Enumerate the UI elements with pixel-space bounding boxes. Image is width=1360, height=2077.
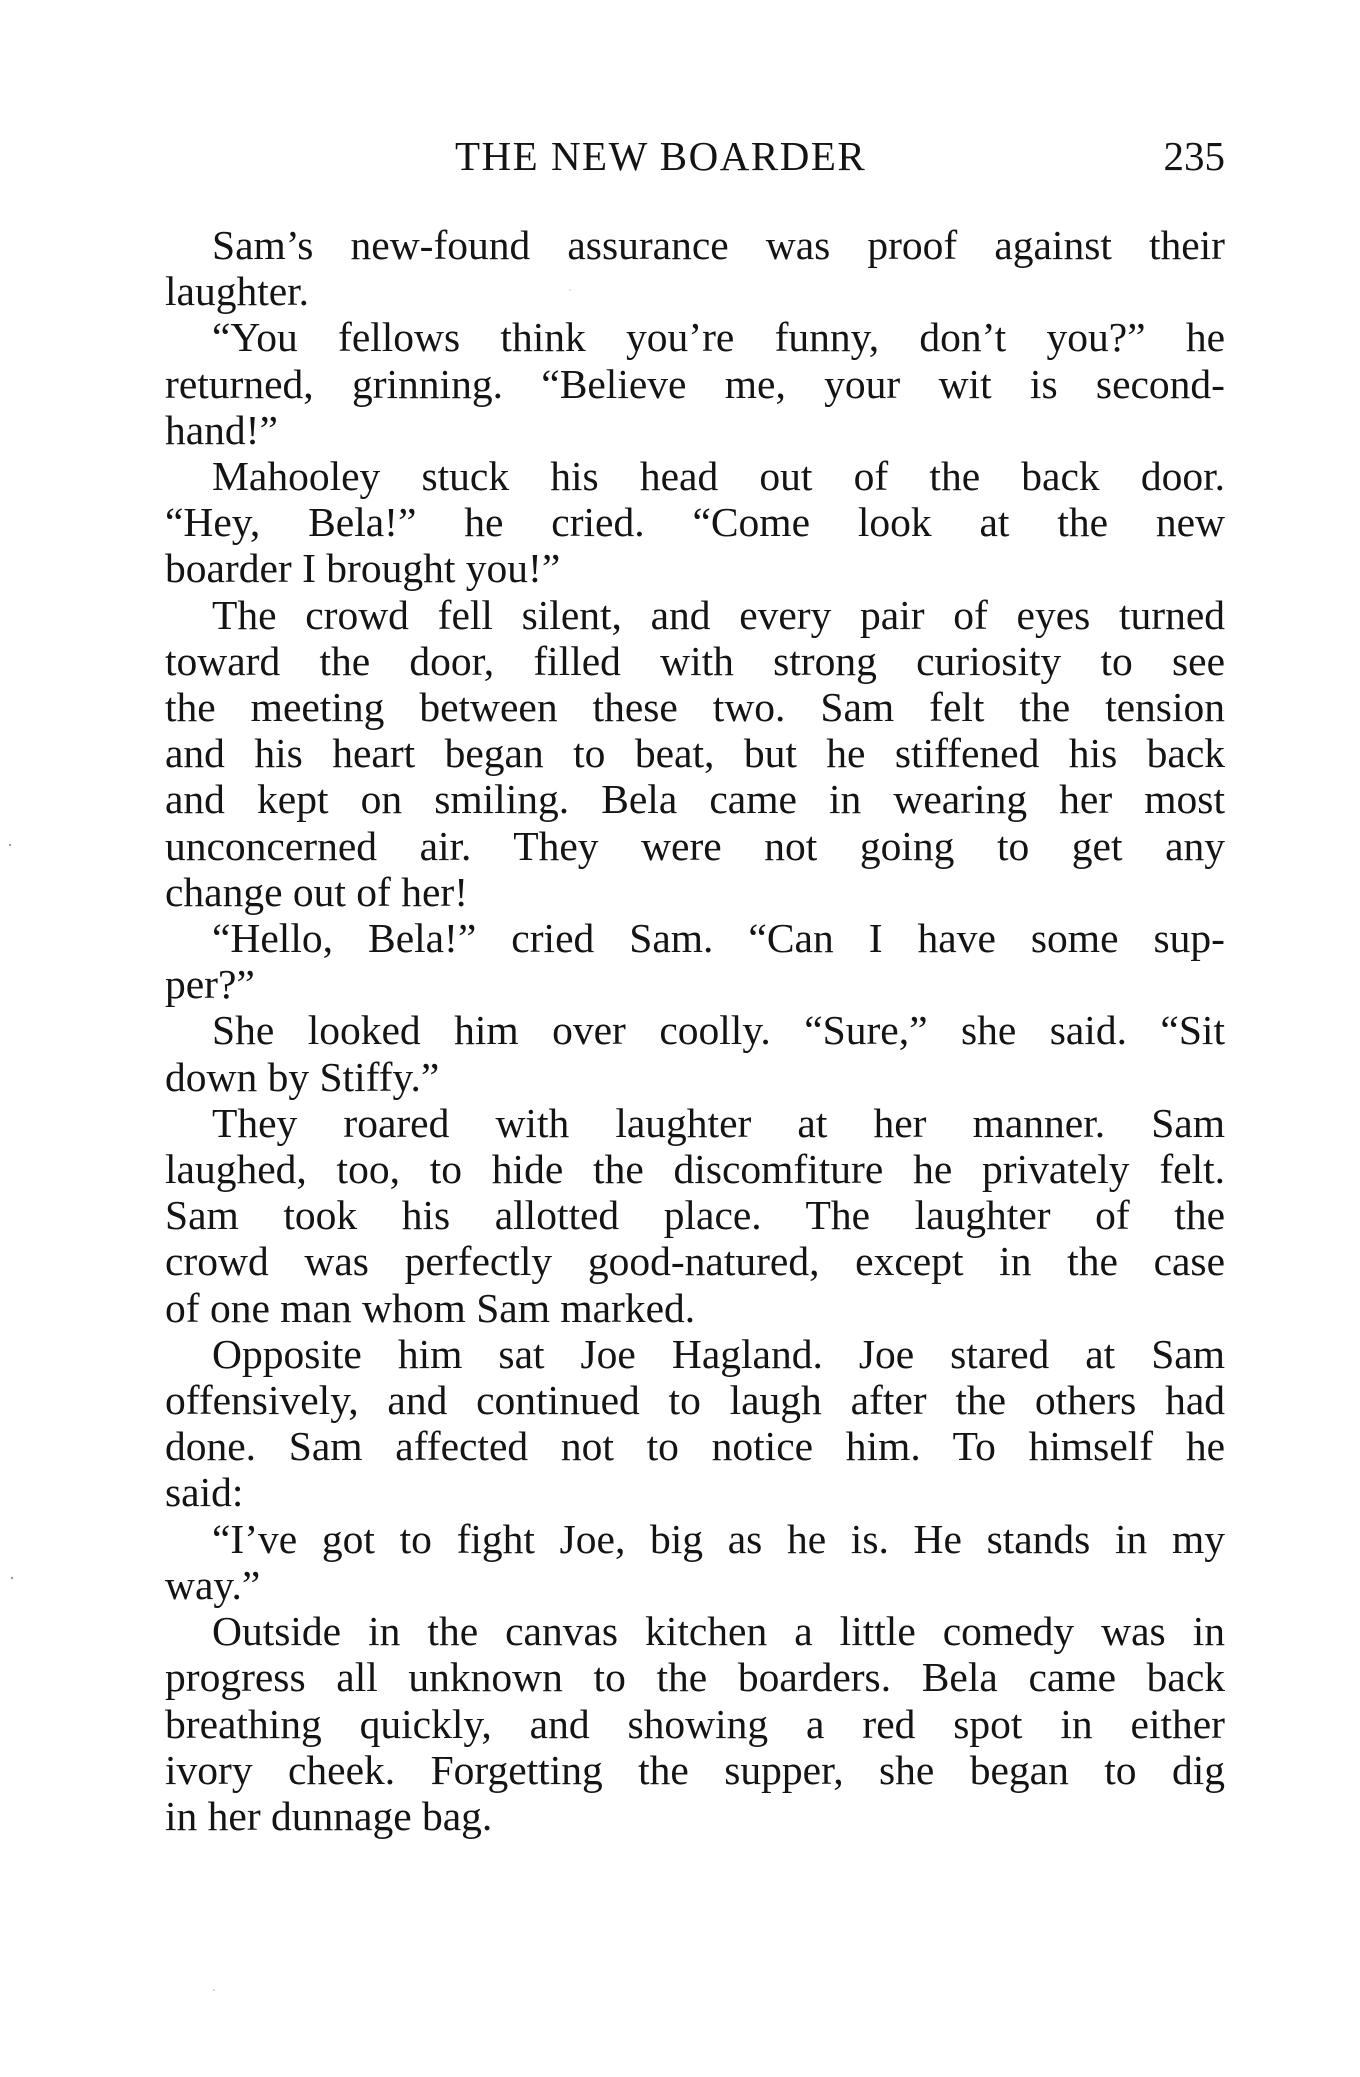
text-line: laughter. [165,268,310,315]
page-number: 235 [1163,133,1225,179]
scan-speck [9,844,11,846]
text-line: Sam’s new-found assurance was proof against their [212,222,1225,268]
text-line: Opposite him sat Joe Hagland. Joe stared at Sam [212,1330,1225,1377]
text-line: and kept on smiling. Bela came in wearing her most [165,776,1225,823]
paragraph [165,915,1225,1007]
page-header [165,128,1225,184]
text-line: per?” [165,961,255,1008]
text-line: Outside in the canvas kitchen a little comedy was in [212,1608,1225,1655]
text-line: laughed, too, to hide the discomfiture he privately felt. [165,1146,1225,1193]
text-line: The crowd fell silent, and every pair of eyes turned [212,591,1225,638]
text-line: She looked him over coolly. “Sure,” she said. “Sit [212,1007,1225,1054]
text-line: “I’ve got to fight Joe, big as he is. He stands in my [212,1515,1225,1562]
text-line: returned, grinning. “Believe me, your wit is second- [165,360,1225,407]
paragraph [165,314,1225,453]
text-line: change out of her! [165,868,469,915]
text-line: in her dunnage bag. [165,1792,493,1839]
paragraph [165,1516,1225,1608]
paragraph [165,1007,1225,1099]
text-line: “You fellows think you’re funny, don’t you?” he [212,314,1225,361]
paragraph [165,1100,1225,1331]
running-title: THE NEW BOARDER [455,133,867,179]
paragraph [165,1331,1225,1516]
text-line: toward the door, filled with strong curiosity to see [165,637,1225,684]
text-line: progress all unknown to the boarders. Bela came back [165,1654,1225,1701]
text-line: done. Sam affected not to notice him. To himself he [165,1423,1225,1470]
scan-speck [213,1989,215,1991]
text-line: offensively, and continued to laugh after the others had [165,1377,1225,1424]
text-line: the meeting between these two. Sam felt the tension [165,684,1225,731]
text-line: “Hey, Bela!” he cried. “Come look at the new [165,499,1225,546]
text-line: ivory cheek. Forgetting the supper, she began to dig [165,1746,1225,1793]
paragraph [165,453,1225,592]
paragraph [165,1608,1225,1839]
text-line: of one man whom Sam marked. [165,1284,696,1331]
text-line: said: [165,1469,244,1516]
text-line: “Hello, Bela!” cried Sam. “Can I have some sup- [212,915,1225,962]
text-line: breathing quickly, and showing a red spot in either [165,1700,1225,1747]
scan-speck [11,1577,13,1579]
paragraph [165,592,1225,915]
text-line: unconcerned air. They were not going to get any [165,822,1225,869]
text-line: and his heart began to beat, but he stiffened his back [165,730,1225,777]
text-line: Mahooley stuck his head out of the back door. [212,453,1225,500]
text-line: hand!” [165,406,278,453]
text-line: Sam took his allotted place. The laughter of the [165,1192,1225,1239]
text-line: way.” [165,1561,261,1608]
text-line: boarder I brought you!” [165,545,561,592]
text-line: down by Stiffy.” [165,1053,440,1100]
paragraph [165,222,1225,314]
text-line: crowd was perfectly good-natured, except in the case [165,1238,1225,1285]
body-text [165,222,1225,1839]
text-line: They roared with laughter at her manner. Sam [212,1099,1225,1146]
